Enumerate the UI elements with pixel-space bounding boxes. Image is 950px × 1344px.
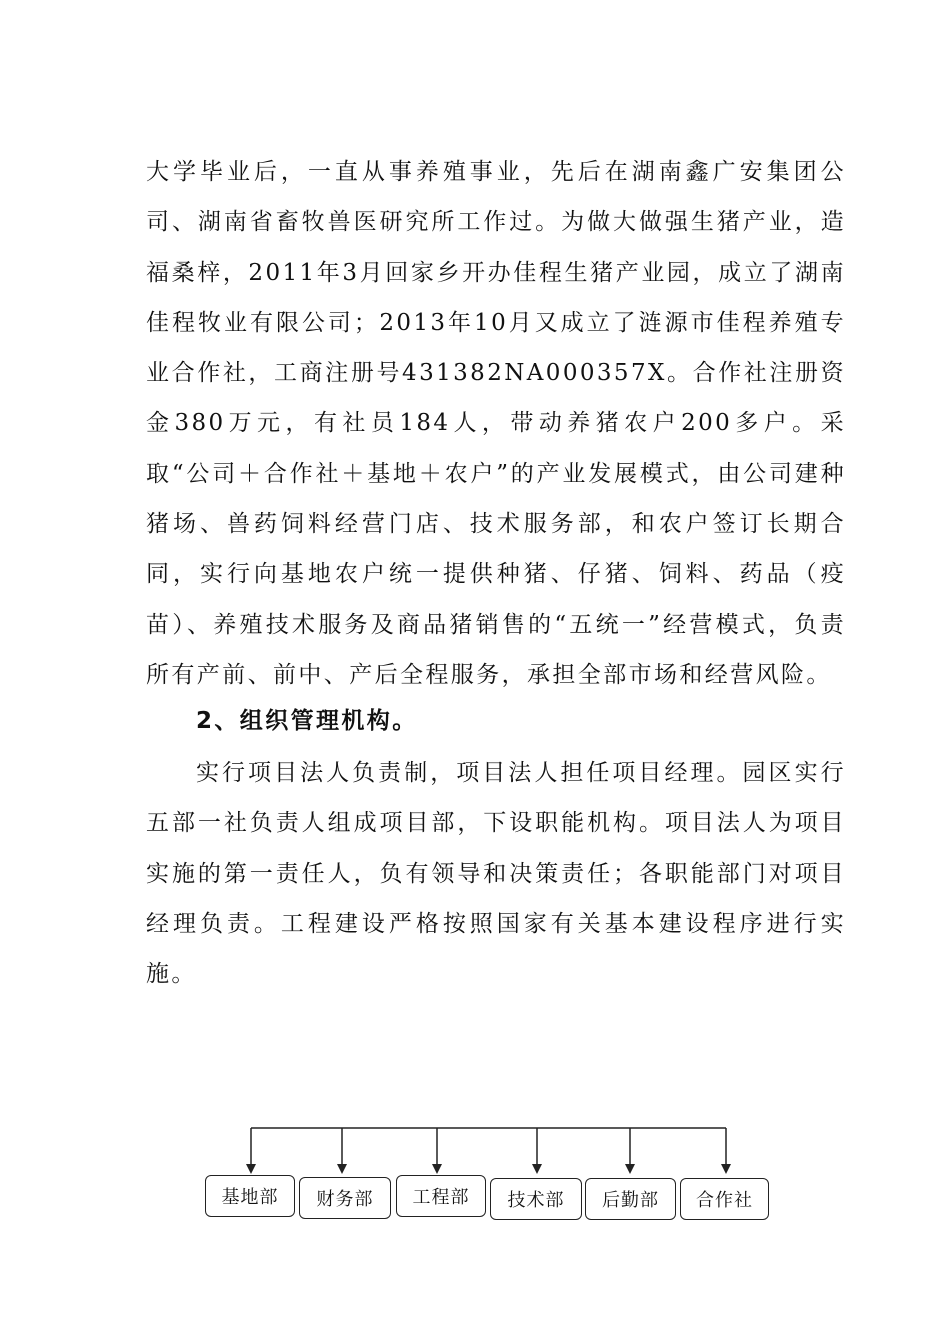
arrowhead-5 [625, 1164, 635, 1174]
org-box-engineering-department: 工程部 [396, 1175, 486, 1217]
body-paragraph-management: 实行项目法人负责制，项目法人担任项目经理。园区实行五部一社负责人组成项目部，下设职能机构。项目法人为项目实施的第一责任人，负有领导和决策责任；各职能部门对项目经理负责。工程建设严格按照国家有关基本建设程序进行实施。 [146, 760, 846, 988]
arrowhead-3 [432, 1164, 442, 1174]
arrowhead-2 [337, 1164, 347, 1174]
org-box-finance-department: 财务部 [299, 1177, 391, 1219]
body-paragraph-background: 大学毕业后，一直从事养殖事业，先后在湖南鑫广安集团公司、湖南省畜牧兽医研究所工作过。为做大做强生猪产业，造福桑梓，2011年3月回家乡开办佳程生猪产业园，成立了湖南佳程牧业有限公司；2013年10月又成立了涟源市佳程养殖专业合作社，工商注册号431382NA000357X。合作社注册资金380万元，有社员184人，带动养猪农户200多户。采取“公司＋合作社＋基地＋农户”的产业发展模式，由公司建种猪场、兽药饲料经营门店、技术服务部，和农户签订长期合同，实行向基地农户统一提供种猪、仔猪、饲料、药品（疫苗）、养殖技术服务及商品猪销售的“五统一”经营模式，负责所有产前、前中、产后全程服务，承担全部市场和经营风险。 [146, 159, 846, 688]
org-box-cooperative: 合作社 [680, 1178, 769, 1220]
arrowhead-6 [721, 1164, 731, 1174]
org-box-base-department: 基地部 [205, 1175, 295, 1217]
arrowhead-1 [246, 1164, 256, 1174]
arrowhead-4 [532, 1164, 542, 1174]
org-box-technical-department: 技术部 [490, 1178, 582, 1220]
org-box-logistics-department: 后勤部 [585, 1178, 676, 1220]
section-heading-org-structure: 2、组织管理机构。 [196, 708, 418, 734]
